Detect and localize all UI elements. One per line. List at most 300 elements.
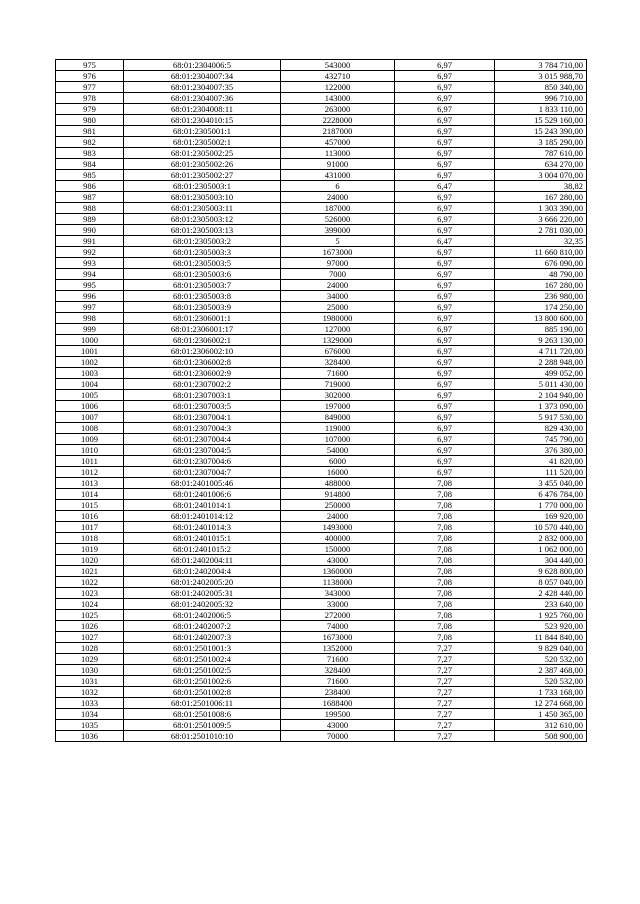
rate-cell: 7,08 (395, 489, 495, 500)
table-row (56, 401, 587, 412)
area-cell: 43000 (281, 555, 395, 566)
row-number-cell: 990 (56, 225, 124, 236)
area-cell: 719000 (281, 379, 395, 390)
value-cell: 4 711 720,00 (495, 346, 587, 357)
value-cell: 996 710,00 (495, 93, 587, 104)
cadastral-number-cell: 68:01:2305003:5 (124, 258, 281, 269)
cadastral-number-cell: 68:01:2307003:5 (124, 401, 281, 412)
value-cell: 167 280,00 (495, 280, 587, 291)
area-cell: 70000 (281, 731, 395, 742)
cadastral-number-cell: 68:01:2307004:3 (124, 423, 281, 434)
area-cell: 1980000 (281, 313, 395, 324)
cadastral-number-cell: 68:01:2305003:11 (124, 203, 281, 214)
row-number-cell: 979 (56, 104, 124, 115)
area-cell: 343000 (281, 588, 395, 599)
cadastral-number-cell: 68:01:2305003:12 (124, 214, 281, 225)
cadastral-number-cell: 68:01:2402005:20 (124, 577, 281, 588)
rate-cell: 6,97 (395, 357, 495, 368)
area-cell: 272000 (281, 610, 395, 621)
value-cell: 174 250,00 (495, 302, 587, 313)
row-number-cell: 1021 (56, 566, 124, 577)
row-number-cell: 986 (56, 181, 124, 192)
rate-cell: 6,97 (395, 280, 495, 291)
cadastral-number-cell: 68:01:2306002:1 (124, 335, 281, 346)
row-number-cell: 1012 (56, 467, 124, 478)
value-cell: 1 373 090,00 (495, 401, 587, 412)
rate-cell: 6,97 (395, 368, 495, 379)
area-cell: 263000 (281, 104, 395, 115)
table-row (56, 533, 587, 544)
area-cell: 16000 (281, 467, 395, 478)
table-row (56, 423, 587, 434)
rate-cell: 7,08 (395, 522, 495, 533)
area-cell: 71600 (281, 368, 395, 379)
row-number-cell: 1007 (56, 412, 124, 423)
rate-cell: 6,97 (395, 412, 495, 423)
value-cell: 1 770 000,00 (495, 500, 587, 511)
table-row (56, 500, 587, 511)
area-cell: 24000 (281, 192, 395, 203)
value-cell: 9 263 130,00 (495, 335, 587, 346)
row-number-cell: 983 (56, 148, 124, 159)
cadastral-number-cell: 68:01:2305003:3 (124, 247, 281, 258)
row-number-cell: 1030 (56, 665, 124, 676)
value-cell: 676 090,00 (495, 258, 587, 269)
area-cell: 400000 (281, 533, 395, 544)
cadastral-number-cell: 68:01:2305003:10 (124, 192, 281, 203)
rate-cell: 7,27 (395, 676, 495, 687)
row-number-cell: 985 (56, 170, 124, 181)
area-cell: 543000 (281, 60, 395, 71)
row-number-cell: 1028 (56, 643, 124, 654)
row-number-cell: 1024 (56, 599, 124, 610)
value-cell: 1 833 110,00 (495, 104, 587, 115)
table-row (56, 577, 587, 588)
table-row (56, 291, 587, 302)
table-row (56, 665, 587, 676)
table-row (56, 159, 587, 170)
row-number-cell: 1033 (56, 698, 124, 709)
table-row (56, 258, 587, 269)
row-number-cell: 975 (56, 60, 124, 71)
table-row (56, 170, 587, 181)
rate-cell: 6,97 (395, 115, 495, 126)
value-cell: 2 428 440,00 (495, 588, 587, 599)
row-number-cell: 1019 (56, 544, 124, 555)
cadastral-number-cell: 68:01:2501010:10 (124, 731, 281, 742)
cadastral-number-cell: 68:01:2305003:1 (124, 181, 281, 192)
area-cell: 1493000 (281, 522, 395, 533)
row-number-cell: 1009 (56, 434, 124, 445)
cadastral-number-cell: 68:01:2402005:31 (124, 588, 281, 599)
rate-cell: 6,97 (395, 335, 495, 346)
rate-cell: 7,27 (395, 709, 495, 720)
row-number-cell: 991 (56, 236, 124, 247)
cadastral-number-cell: 68:01:2401014:3 (124, 522, 281, 533)
area-cell: 71600 (281, 676, 395, 687)
row-number-cell: 1017 (56, 522, 124, 533)
table-row (56, 412, 587, 423)
table-row (56, 225, 587, 236)
value-cell: 1 303 390,00 (495, 203, 587, 214)
cadastral-number-cell: 68:01:2401006:6 (124, 489, 281, 500)
value-cell: 304 440,00 (495, 555, 587, 566)
cadastral-number-cell: 68:01:2501002:4 (124, 654, 281, 665)
row-number-cell: 1003 (56, 368, 124, 379)
row-number-cell: 984 (56, 159, 124, 170)
table-row (56, 368, 587, 379)
cadastral-number-cell: 68:01:2305003:13 (124, 225, 281, 236)
rate-cell: 6,97 (395, 390, 495, 401)
row-number-cell: 993 (56, 258, 124, 269)
table-row (56, 610, 587, 621)
area-cell: 2187000 (281, 126, 395, 137)
cadastral-number-cell: 68:01:2304006:5 (124, 60, 281, 71)
cadastral-number-cell: 68:01:2305002:26 (124, 159, 281, 170)
value-cell: 233 640,00 (495, 599, 587, 610)
rate-cell: 7,08 (395, 544, 495, 555)
table-row (56, 302, 587, 313)
rate-cell: 7,08 (395, 632, 495, 643)
value-cell: 520 532,00 (495, 676, 587, 687)
area-cell: 71600 (281, 654, 395, 665)
value-cell: 6 476 784,00 (495, 489, 587, 500)
rate-cell: 6,97 (395, 148, 495, 159)
row-number-cell: 1022 (56, 577, 124, 588)
row-number-cell: 1020 (56, 555, 124, 566)
cadastral-number-cell: 68:01:2305002:25 (124, 148, 281, 159)
value-cell: 3 004 070,00 (495, 170, 587, 181)
table-row (56, 346, 587, 357)
area-cell: 1138000 (281, 577, 395, 588)
table-row (56, 192, 587, 203)
rate-cell: 7,08 (395, 511, 495, 522)
cadastral-number-cell: 68:01:2401015:2 (124, 544, 281, 555)
table-row (56, 720, 587, 731)
rate-cell: 6,97 (395, 291, 495, 302)
area-cell: 119000 (281, 423, 395, 434)
value-cell: 9 628 800,00 (495, 566, 587, 577)
value-cell: 2 104 940,00 (495, 390, 587, 401)
value-cell: 2 288 948,00 (495, 357, 587, 368)
row-number-cell: 1001 (56, 346, 124, 357)
cadastral-number-cell: 68:01:2501002:5 (124, 665, 281, 676)
area-cell: 34000 (281, 291, 395, 302)
value-cell: 15 529 160,00 (495, 115, 587, 126)
value-cell: 850 340,00 (495, 82, 587, 93)
value-cell: 169 920,00 (495, 511, 587, 522)
cadastral-number-cell: 68:01:2307004:1 (124, 412, 281, 423)
value-cell: 745 790,00 (495, 434, 587, 445)
value-cell: 5 917 530,00 (495, 412, 587, 423)
rate-cell: 6,97 (395, 214, 495, 225)
table-row (56, 698, 587, 709)
table-row (56, 621, 587, 632)
rate-cell: 6,47 (395, 236, 495, 247)
table-row (56, 643, 587, 654)
area-cell: 488000 (281, 478, 395, 489)
row-number-cell: 1010 (56, 445, 124, 456)
area-cell: 238400 (281, 687, 395, 698)
table-row (56, 599, 587, 610)
cadastral-number-cell: 68:01:2305001:1 (124, 126, 281, 137)
cadastral-number-cell: 68:01:2401014:12 (124, 511, 281, 522)
area-cell: 849000 (281, 412, 395, 423)
cadastral-number-cell: 68:01:2305002:27 (124, 170, 281, 181)
cadastral-number-cell: 68:01:2307004:6 (124, 456, 281, 467)
table-row (56, 731, 587, 742)
cadastral-number-cell: 68:01:2307003:1 (124, 390, 281, 401)
table-row (56, 104, 587, 115)
cadastral-number-cell: 68:01:2401015:1 (124, 533, 281, 544)
area-cell: 399000 (281, 225, 395, 236)
cadastral-number-cell: 68:01:2501002:8 (124, 687, 281, 698)
rate-cell: 6,97 (395, 313, 495, 324)
rate-cell: 7,27 (395, 720, 495, 731)
value-cell: 111 520,00 (495, 467, 587, 478)
rate-cell: 7,08 (395, 599, 495, 610)
cadastral-number-cell: 68:01:2307004:4 (124, 434, 281, 445)
table-row (56, 390, 587, 401)
row-number-cell: 1029 (56, 654, 124, 665)
row-number-cell: 992 (56, 247, 124, 258)
area-cell: 432710 (281, 71, 395, 82)
table-row (56, 434, 587, 445)
rate-cell: 6,97 (395, 456, 495, 467)
row-number-cell: 987 (56, 192, 124, 203)
area-cell: 197000 (281, 401, 395, 412)
value-cell: 499 052,00 (495, 368, 587, 379)
value-cell: 9 829 040,00 (495, 643, 587, 654)
table-row (56, 676, 587, 687)
value-cell: 38,82 (495, 181, 587, 192)
cadastral-number-cell: 68:01:2306002:10 (124, 346, 281, 357)
area-cell: 6000 (281, 456, 395, 467)
cadastral-value-table (55, 59, 587, 742)
row-number-cell: 1015 (56, 500, 124, 511)
rate-cell: 6,97 (395, 302, 495, 313)
row-number-cell: 988 (56, 203, 124, 214)
row-number-cell: 1004 (56, 379, 124, 390)
cadastral-number-cell: 68:01:2401005:46 (124, 478, 281, 489)
row-number-cell: 981 (56, 126, 124, 137)
rate-cell: 6,97 (395, 434, 495, 445)
rate-cell: 7,08 (395, 577, 495, 588)
table-row (56, 555, 587, 566)
table-row (56, 687, 587, 698)
cadastral-number-cell: 68:01:2304008:11 (124, 104, 281, 115)
value-cell: 1 062 000,00 (495, 544, 587, 555)
rate-cell: 6,97 (395, 71, 495, 82)
table-row (56, 181, 587, 192)
value-cell: 167 280,00 (495, 192, 587, 203)
row-number-cell: 997 (56, 302, 124, 313)
cadastral-number-cell: 68:01:2306001:1 (124, 313, 281, 324)
area-cell: 25000 (281, 302, 395, 313)
table-row (56, 137, 587, 148)
cadastral-number-cell: 68:01:2501009:5 (124, 720, 281, 731)
rate-cell: 6,97 (395, 379, 495, 390)
rate-cell: 7,08 (395, 566, 495, 577)
rate-cell: 6,47 (395, 181, 495, 192)
value-cell: 634 270,00 (495, 159, 587, 170)
row-number-cell: 1025 (56, 610, 124, 621)
table-row (56, 93, 587, 104)
value-cell: 3 015 988,70 (495, 71, 587, 82)
cadastral-number-cell: 68:01:2501002:6 (124, 676, 281, 687)
value-cell: 376 380,00 (495, 445, 587, 456)
table-body (56, 60, 587, 742)
table-row (56, 247, 587, 258)
area-cell: 328400 (281, 357, 395, 368)
rate-cell: 6,97 (395, 324, 495, 335)
value-cell: 2 781 030,00 (495, 225, 587, 236)
table-row (56, 71, 587, 82)
area-cell: 24000 (281, 511, 395, 522)
rate-cell: 6,97 (395, 423, 495, 434)
row-number-cell: 1036 (56, 731, 124, 742)
rate-cell: 6,97 (395, 258, 495, 269)
table-row (56, 324, 587, 335)
area-cell: 1329000 (281, 335, 395, 346)
row-number-cell: 1011 (56, 456, 124, 467)
value-cell: 13 800 600,00 (495, 313, 587, 324)
area-cell: 6 (281, 181, 395, 192)
cadastral-number-cell: 68:01:2307004:5 (124, 445, 281, 456)
cadastral-number-cell: 68:01:2307002:2 (124, 379, 281, 390)
area-cell: 7000 (281, 269, 395, 280)
area-cell: 97000 (281, 258, 395, 269)
area-cell: 1673000 (281, 247, 395, 258)
table-row (56, 115, 587, 126)
row-number-cell: 978 (56, 93, 124, 104)
row-number-cell: 996 (56, 291, 124, 302)
cadastral-number-cell: 68:01:2304007:34 (124, 71, 281, 82)
row-number-cell: 980 (56, 115, 124, 126)
value-cell: 11 660 810,00 (495, 247, 587, 258)
area-cell: 199500 (281, 709, 395, 720)
cadastral-number-cell: 68:01:2305002:1 (124, 137, 281, 148)
cadastral-number-cell: 68:01:2305003:6 (124, 269, 281, 280)
cadastral-number-cell: 68:01:2402006:5 (124, 610, 281, 621)
value-cell: 2 387 468,00 (495, 665, 587, 676)
rate-cell: 6,97 (395, 247, 495, 258)
row-number-cell: 1005 (56, 390, 124, 401)
value-cell: 3 666 220,00 (495, 214, 587, 225)
rate-cell: 6,97 (395, 346, 495, 357)
row-number-cell: 976 (56, 71, 124, 82)
row-number-cell: 1016 (56, 511, 124, 522)
table-row (56, 335, 587, 346)
cadastral-number-cell: 68:01:2304007:35 (124, 82, 281, 93)
value-cell: 8 057 040,00 (495, 577, 587, 588)
row-number-cell: 1014 (56, 489, 124, 500)
area-cell: 526000 (281, 214, 395, 225)
value-cell: 520 532,00 (495, 654, 587, 665)
cadastral-number-cell: 68:01:2402004:11 (124, 555, 281, 566)
area-cell: 5 (281, 236, 395, 247)
cadastral-number-cell: 68:01:2501008:6 (124, 709, 281, 720)
table-row (56, 379, 587, 390)
row-number-cell: 1023 (56, 588, 124, 599)
row-number-cell: 999 (56, 324, 124, 335)
rate-cell: 7,27 (395, 643, 495, 654)
area-cell: 250000 (281, 500, 395, 511)
row-number-cell: 1031 (56, 676, 124, 687)
cadastral-number-cell: 68:01:2305003:8 (124, 291, 281, 302)
value-cell: 3 784 710,00 (495, 60, 587, 71)
table-row (56, 654, 587, 665)
area-cell: 328400 (281, 665, 395, 676)
value-cell: 885 190,00 (495, 324, 587, 335)
row-number-cell: 1035 (56, 720, 124, 731)
table-row (56, 511, 587, 522)
rate-cell: 6,97 (395, 159, 495, 170)
table-row (56, 236, 587, 247)
value-cell: 15 243 390,00 (495, 126, 587, 137)
row-number-cell: 1008 (56, 423, 124, 434)
rate-cell: 6,97 (395, 93, 495, 104)
rate-cell: 7,08 (395, 478, 495, 489)
table-row (56, 313, 587, 324)
rate-cell: 7,08 (395, 588, 495, 599)
area-cell: 143000 (281, 93, 395, 104)
area-cell: 107000 (281, 434, 395, 445)
cadastral-number-cell: 68:01:2305003:9 (124, 302, 281, 313)
value-cell: 12 274 668,00 (495, 698, 587, 709)
table-row (56, 60, 587, 71)
rate-cell: 6,97 (395, 60, 495, 71)
area-cell: 457000 (281, 137, 395, 148)
row-number-cell: 1013 (56, 478, 124, 489)
rate-cell: 6,97 (395, 126, 495, 137)
rate-cell: 7,08 (395, 610, 495, 621)
rate-cell: 6,97 (395, 225, 495, 236)
rate-cell: 6,97 (395, 82, 495, 93)
cadastral-number-cell: 68:01:2402007:3 (124, 632, 281, 643)
rate-cell: 6,97 (395, 170, 495, 181)
row-number-cell: 1006 (56, 401, 124, 412)
table-row (56, 544, 587, 555)
table-row (56, 445, 587, 456)
area-cell: 1360000 (281, 566, 395, 577)
row-number-cell: 1000 (56, 335, 124, 346)
value-cell: 5 011 430,00 (495, 379, 587, 390)
value-cell: 2 832 000,00 (495, 533, 587, 544)
value-cell: 32,35 (495, 236, 587, 247)
rate-cell: 6,97 (395, 192, 495, 203)
rate-cell: 7,27 (395, 687, 495, 698)
table-row (56, 489, 587, 500)
rate-cell: 6,97 (395, 137, 495, 148)
table-row (56, 522, 587, 533)
row-number-cell: 995 (56, 280, 124, 291)
table-row (56, 478, 587, 489)
row-number-cell: 989 (56, 214, 124, 225)
cadastral-number-cell: 68:01:2401014:1 (124, 500, 281, 511)
value-cell: 3 185 290,00 (495, 137, 587, 148)
table-row (56, 588, 587, 599)
cadastral-number-cell: 68:01:2306001:17 (124, 324, 281, 335)
value-cell: 236 980,00 (495, 291, 587, 302)
value-cell: 508 900,00 (495, 731, 587, 742)
value-cell: 787 610,00 (495, 148, 587, 159)
rate-cell: 6,97 (395, 104, 495, 115)
value-cell: 11 844 840,00 (495, 632, 587, 643)
row-number-cell: 1018 (56, 533, 124, 544)
table-row (56, 467, 587, 478)
cadastral-number-cell: 68:01:2304010:15 (124, 115, 281, 126)
